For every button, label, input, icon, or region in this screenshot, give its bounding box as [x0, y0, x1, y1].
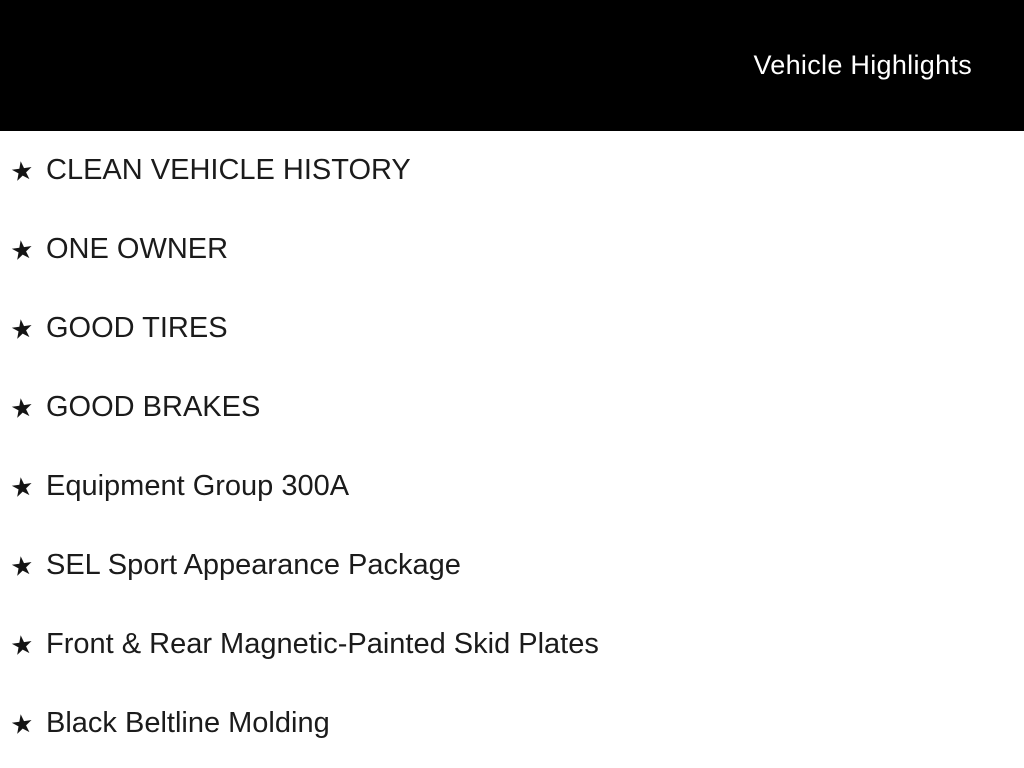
list-item-label: CLEAN VEHICLE HISTORY: [46, 154, 411, 186]
star-icon: ★: [8, 391, 36, 424]
star-icon: ★: [8, 312, 36, 345]
list-item-label: GOOD BRAKES: [46, 391, 261, 423]
list-item-label: Equipment Group 300A: [46, 470, 350, 502]
list-item-label: GOOD TIRES: [46, 312, 228, 344]
list-item: [10, 314, 1024, 343]
highlights-list: [0, 131, 1024, 738]
star-icon: ★: [8, 628, 36, 661]
list-item-label: SEL Sport Appearance Package: [46, 549, 461, 581]
list-item: [10, 393, 1024, 422]
star-icon: ★: [8, 233, 36, 266]
header-bar: [0, 0, 1024, 131]
list-item-label: Black Beltline Molding: [46, 707, 330, 739]
list-item-label: ONE OWNER: [46, 233, 229, 265]
list-item: [10, 709, 1024, 738]
list-item-label: Front & Rear Magnetic-Painted Skid Plates: [46, 628, 599, 660]
list-item: [10, 630, 1024, 659]
star-icon: ★: [8, 549, 36, 582]
list-item: [10, 551, 1024, 580]
list-item: [10, 156, 1024, 185]
star-icon: ★: [8, 154, 36, 187]
star-icon: ★: [8, 707, 36, 740]
star-icon: ★: [8, 470, 36, 503]
list-item: [10, 235, 1024, 264]
page-title: Vehicle Highlights: [753, 50, 972, 80]
list-item: [10, 472, 1024, 501]
